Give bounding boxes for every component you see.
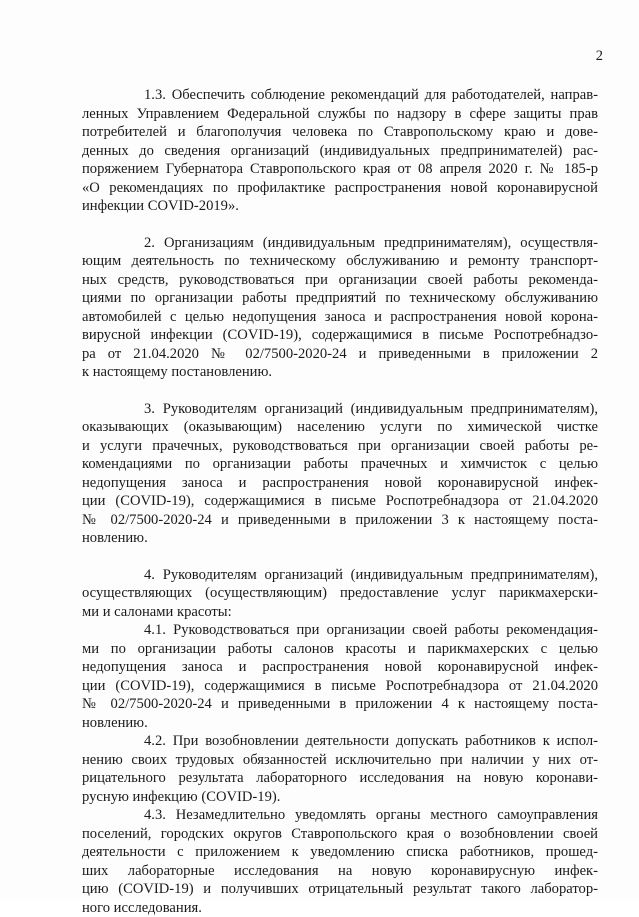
text-line: русную инфекцию (COVID-19). <box>82 788 598 807</box>
paragraph-4-2 <box>82 732 598 806</box>
text-line: деятельности с приложением к уведомлению списка работников, прошед- <box>82 843 598 862</box>
paragraph-1-3 <box>82 86 598 216</box>
text-line: циями по организации работы предприятий по техническому обслуживанию <box>82 289 598 308</box>
text-line: 4. Руководителям организаций (индивидуальным предпринимателям), <box>82 566 598 585</box>
text-line: цию (COVID-19) и получивших отрицательный результат такого лаборатор- <box>82 880 598 899</box>
paragraph-4-1 <box>82 621 598 732</box>
text-line: поселений, городских округов Ставропольского края о возобновлении своей <box>82 825 598 844</box>
text-line: ного исследования. <box>82 899 598 917</box>
text-line: ющим деятельность по техническому обслуживанию и ремонту транспорт- <box>82 252 598 271</box>
text-line: 4.2. При возобновлении деятельности допускать работников к испол- <box>82 732 598 751</box>
text-line: ми и салонами красоты: <box>82 603 598 622</box>
text-line: 4.1. Руководствоваться при организации своей работы рекомендация- <box>82 621 598 640</box>
text-line: и услуги прачечных, руководствоваться при организации своей работы ре- <box>82 437 598 456</box>
text-line: вирусной инфекции (COVID-19), содержащимися в письме Роспотребнадзо- <box>82 326 598 345</box>
text-line: ших лабораторные исследования на новую коронавирусную инфек- <box>82 862 598 881</box>
text-line: новлению. <box>82 714 598 733</box>
text-line: ленных Управлением Федеральной службы по надзору в сфере защиты прав <box>82 105 598 124</box>
text-line: комендациями по организации работы прачечных и химчисток с целью <box>82 455 598 474</box>
text-line: № 02/7500-2020-24 и приведенными в приложении 4 к настоящему поста- <box>82 695 598 714</box>
text-line: инфекции COVID-2019». <box>82 197 598 216</box>
text-line: осуществляющих (осуществляющим) предоставление услуг парикмахерски- <box>82 584 598 603</box>
paragraph-4 <box>82 566 598 622</box>
paragraph-3 <box>82 400 598 548</box>
text-line: недопущения заноса и распространения новой коронавирусной инфек- <box>82 658 598 677</box>
text-line: ра от 21.04.2020 № 02/7500-2020-24 и приведенными в приложении 2 <box>82 345 598 364</box>
text-line: потребителей и благополучия человека по Ставропольскому краю и дове- <box>82 123 598 142</box>
paragraph-2 <box>82 234 598 382</box>
text-line: № 02/7500-2020-24 и приведенными в приложении 3 к настоящему поста- <box>82 511 598 530</box>
text-line: ных средств, руководствоваться при организации своей работы рекоменда- <box>82 271 598 290</box>
text-line: к настоящему постановлению. <box>82 363 598 382</box>
text-line: новлению. <box>82 529 598 548</box>
text-line: оказывающих (оказывающим) населению услуги по химической чистке <box>82 418 598 437</box>
document-body <box>82 86 598 917</box>
text-line: нению своих трудовых обязанностей исключительно при наличии у них от- <box>82 751 598 770</box>
text-line: автомобилей с целью недопущения заноса и распространения новой корона- <box>82 308 598 327</box>
text-line: 1.3. Обеспечить соблюдение рекомендаций для работодателей, направ- <box>82 86 598 105</box>
text-line: 2. Организациям (индивидуальным предпринимателям), осуществля- <box>82 234 598 253</box>
text-line: ми по организации работы салонов красоты и парикмахерских с целью <box>82 640 598 659</box>
text-line: 4.3. Незамедлительно уведомлять органы местного самоуправления <box>82 806 598 825</box>
text-line: рицательного результата лабораторного исследования на новую коронави- <box>82 769 598 788</box>
text-line: «О рекомендациях по профилактике распространения новой коронавирусной <box>82 179 598 198</box>
page-number: 2 <box>596 48 603 65</box>
text-line: ции (COVID-19), содержащимися в письме Роспотребнадзора от 21.04.2020 <box>82 492 598 511</box>
text-line: денных до сведения организаций (индивидуальных предпринимателей) рас- <box>82 142 598 161</box>
text-line: недопущения заноса и распространения новой коронавирусной инфек- <box>82 474 598 493</box>
text-line: 3. Руководителям организаций (индивидуальным предпринимателям), <box>82 400 598 419</box>
paragraph-4-3 <box>82 806 598 917</box>
text-line: поряжением Губернатора Ставропольского края от 08 апреля 2020 г. № 185-р <box>82 160 598 179</box>
text-line: ции (COVID-19), содержащимися в письме Роспотребнадзора от 21.04.2020 <box>82 677 598 696</box>
